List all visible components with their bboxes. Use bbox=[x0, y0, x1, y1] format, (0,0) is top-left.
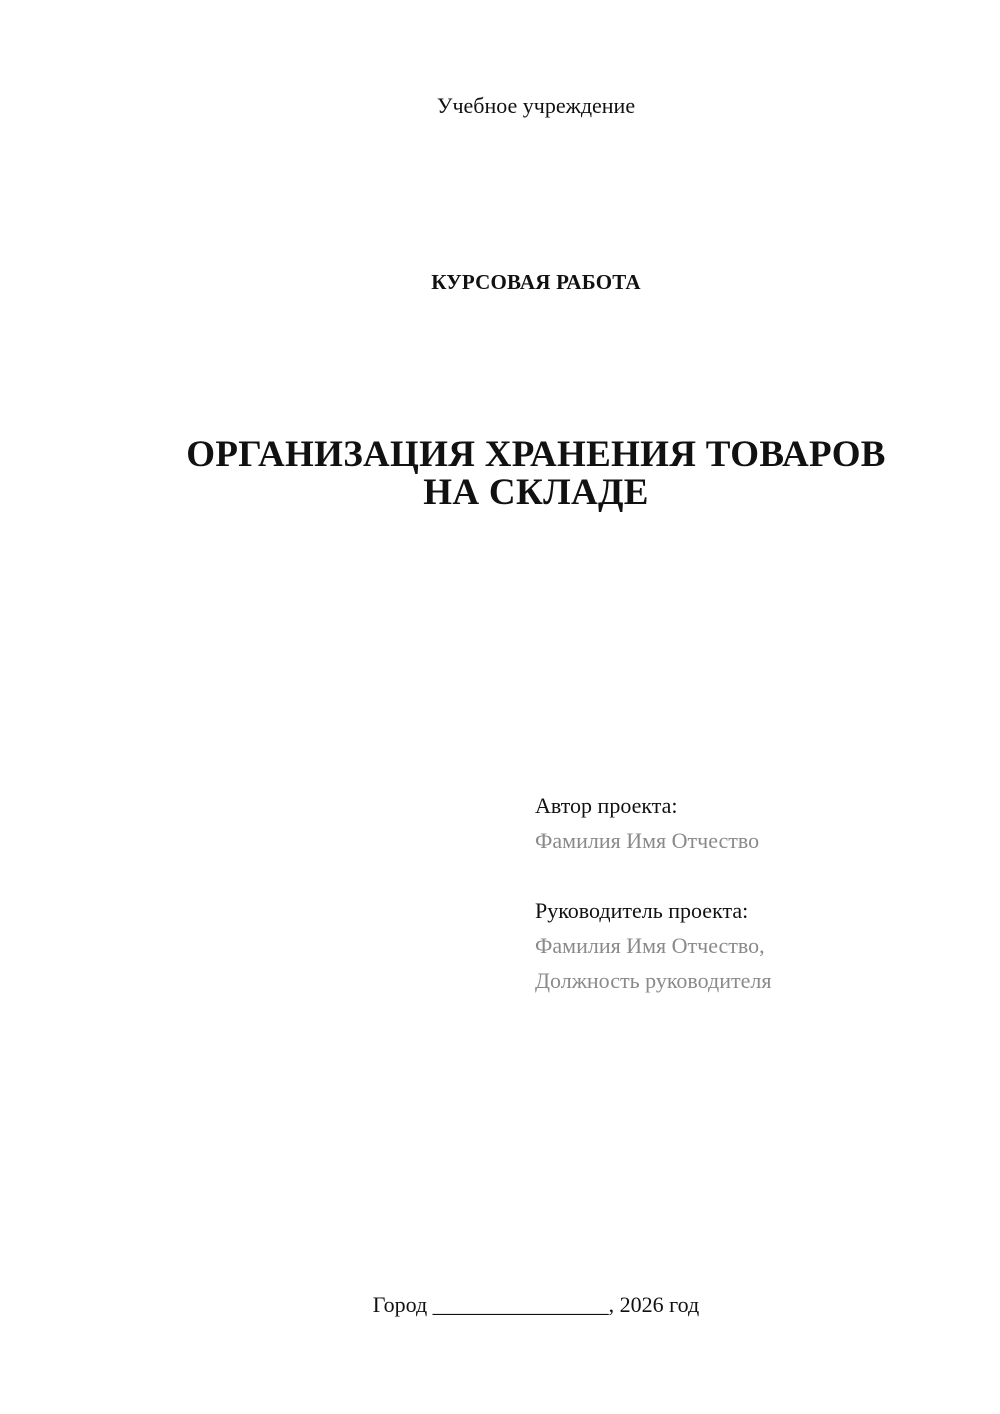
document-type: КУРСОВАЯ РАБОТА bbox=[431, 270, 641, 294]
supervisor-label: Руководитель проекта: bbox=[535, 898, 749, 923]
supervisor-name: Фамилия Имя Отчество, bbox=[535, 933, 765, 958]
institution-name: Учебное учреждение bbox=[436, 93, 636, 118]
document-title-line-2: НА СКЛАДЕ bbox=[423, 472, 649, 513]
spacer bbox=[535, 858, 771, 893]
document-title-line-1: ОРГАНИЗАЦИЯ ХРАНЕНИЯ ТОВАРОВ bbox=[186, 434, 886, 475]
supervisor-position: Должность руководителя bbox=[535, 968, 772, 993]
document-title bbox=[0, 436, 1000, 512]
author-label: Автор проекта: bbox=[535, 793, 678, 818]
author-name: Фамилия Имя Отчество bbox=[535, 828, 760, 853]
city-year-line: Город ________________, 2026 год bbox=[372, 1292, 700, 1317]
credits-block bbox=[535, 788, 771, 998]
